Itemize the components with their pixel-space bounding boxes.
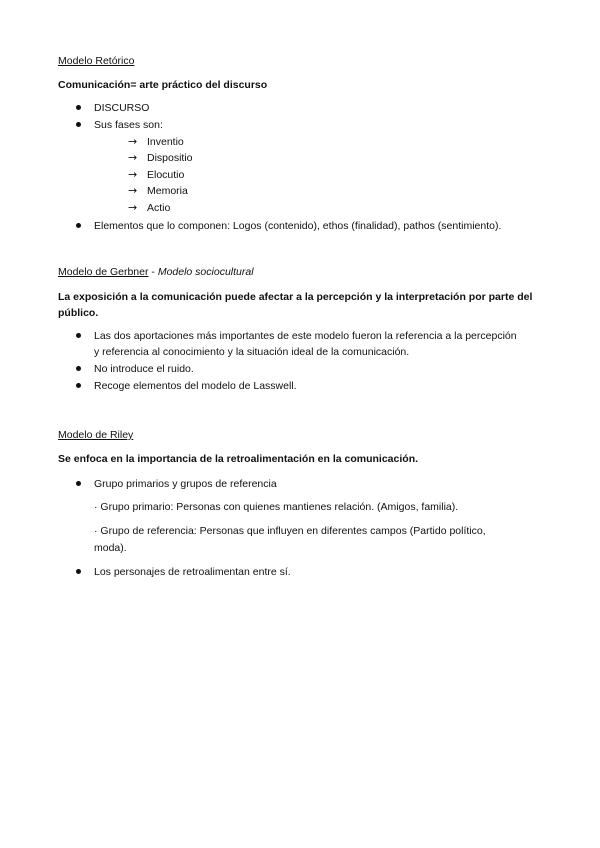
heading-separator: - [148, 266, 158, 278]
note-line: · Grupo primario: Personas con quienes mantienes relación. (Amigos, familia). [94, 501, 459, 513]
bullet-dot [76, 366, 81, 371]
bullet-dot [76, 383, 81, 388]
list-item: Los personajes de retroalimentan entre sí. [94, 566, 291, 578]
arrow-icon: → [128, 168, 138, 181]
arrow-icon: → [128, 201, 138, 214]
list-item: Sus fases son: [94, 119, 163, 131]
bullet-dot [76, 122, 81, 127]
list-item-cont: y referencia al conocimiento y la situación ideal de la comunicación. [94, 346, 410, 358]
bullet-dot [76, 481, 81, 486]
phase-item: Memoria [147, 185, 188, 197]
bullet-dot [76, 105, 81, 110]
heading-text: Modelo de Gerbner [58, 266, 149, 278]
list-item: DISCURSO [94, 102, 150, 114]
section-subtitle-gerbner-cont: público. [58, 307, 99, 319]
phase-item: Dispositio [147, 152, 193, 164]
bullet-dot [76, 569, 81, 574]
list-item: Las dos aportaciones más importantes de este modelo fueron la referencia a la percepción [94, 330, 517, 342]
bullet-dot [76, 223, 81, 228]
note-line: · Grupo de referencia: Personas que influyen en diferentes campos (Partido político, [94, 525, 486, 537]
note-line-cont: moda). [94, 542, 127, 554]
section-heading-riley: Modelo de Riley [58, 429, 134, 441]
section-subtitle-retorico: Comunicación= arte práctico del discurso [58, 79, 268, 91]
phase-item: Elocutio [147, 169, 185, 181]
heading-italic: Modelo sociocultural [157, 266, 254, 278]
bullet-dot [76, 333, 81, 338]
section-subtitle-gerbner: La exposición a la comunicación puede afectar a la percepción y la interpretación por parte del [58, 291, 533, 303]
phase-item: Inventio [147, 136, 184, 148]
list-item: No introduce el ruido. [94, 363, 194, 375]
phase-item: Actio [147, 202, 171, 214]
section-subtitle-riley: Se enfoca en la importancia de la retroalimentación en la comunicación. [58, 453, 419, 465]
arrow-icon: → [128, 184, 138, 197]
list-item: Elementos que lo componen: Logos (contenido), ethos (finalidad), pathos (sentimiento). [94, 220, 502, 232]
list-item: Recoge elementos del modelo de Lasswell. [94, 380, 297, 392]
arrow-icon: → [128, 135, 138, 148]
section-heading-gerbner [58, 265, 254, 279]
list-item: Grupo primarios y grupos de referencia [94, 478, 277, 490]
arrow-icon: → [128, 151, 138, 164]
section-heading-retorico: Modelo Retórico [58, 55, 135, 67]
